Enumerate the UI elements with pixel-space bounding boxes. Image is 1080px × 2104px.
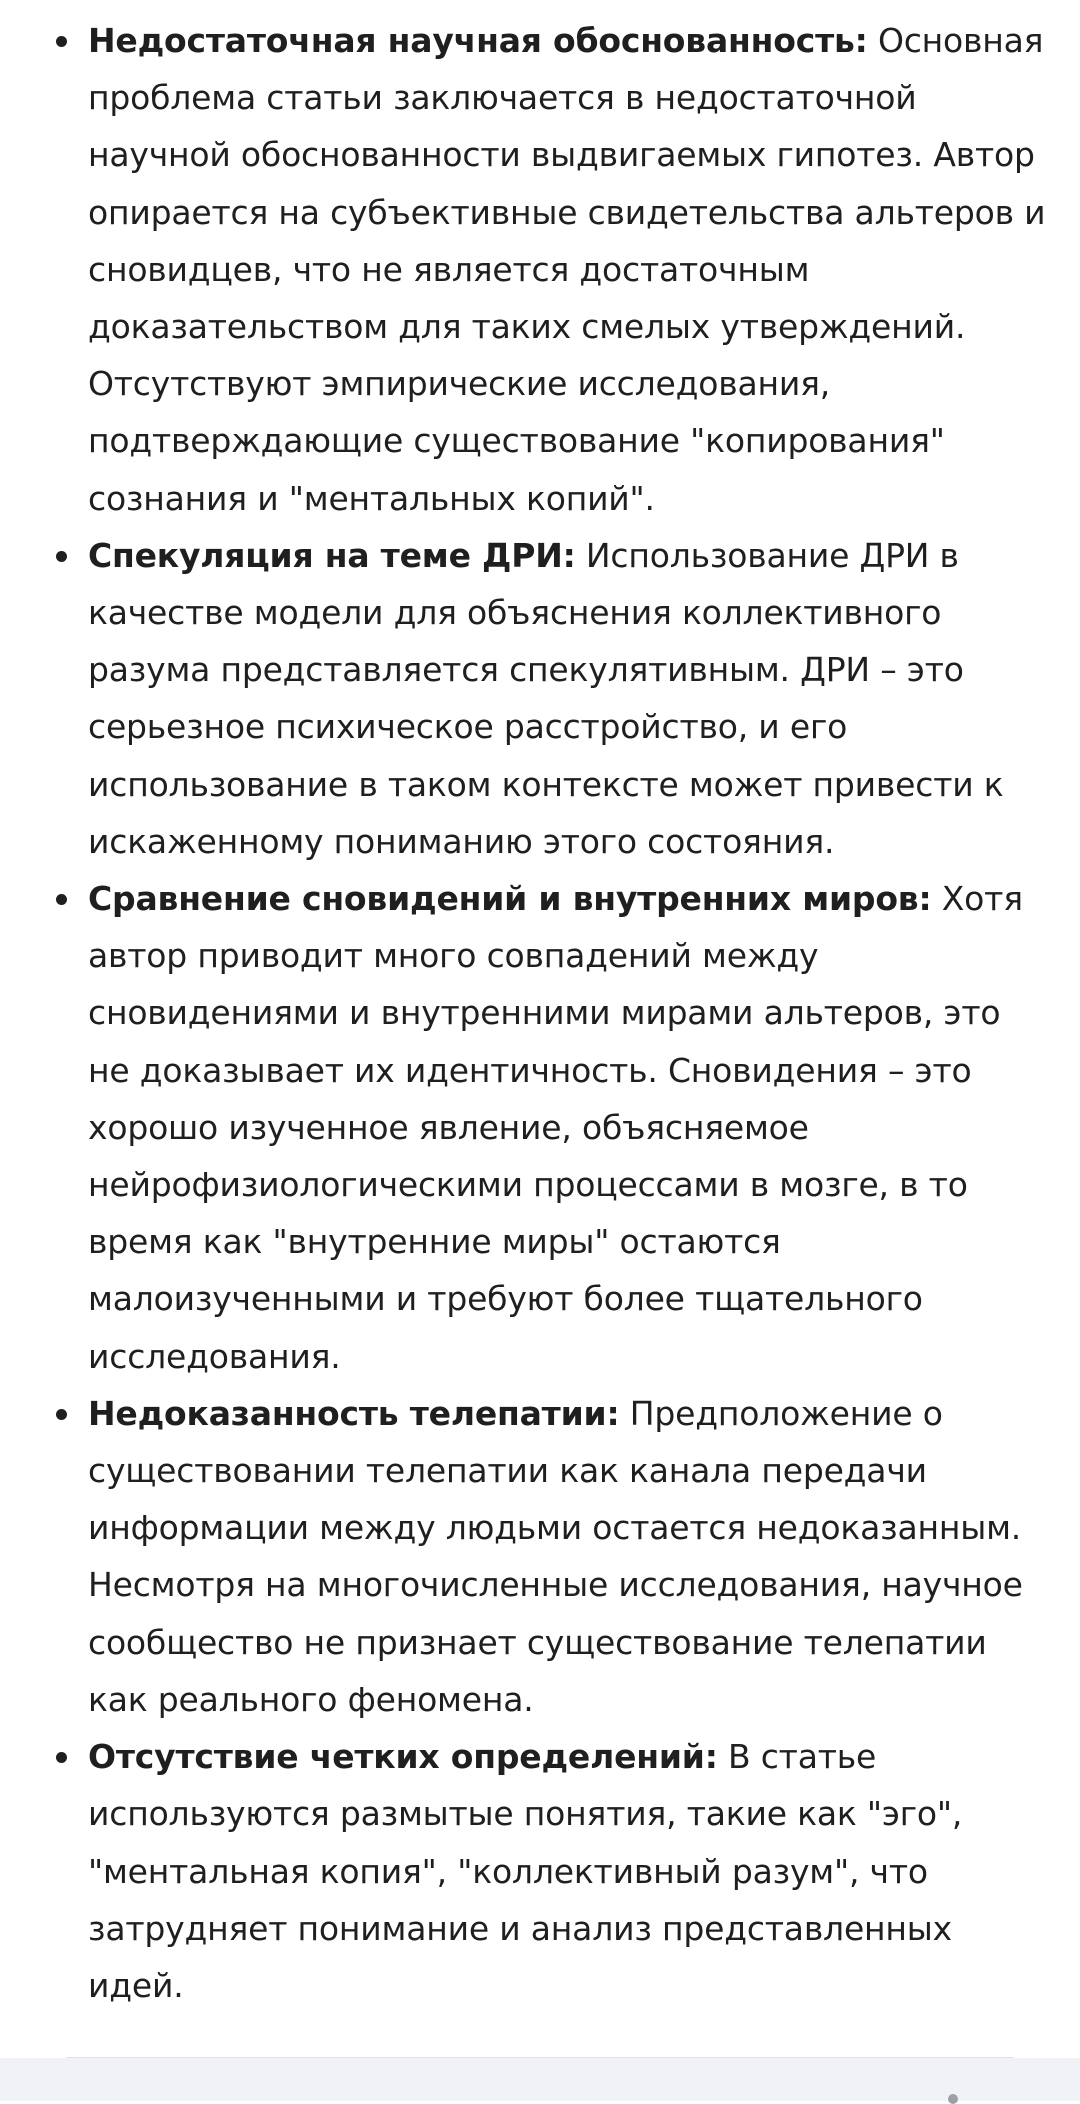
point-title: Недоказанность телепатии:	[88, 1393, 620, 1433]
point-title: Отсутствие четких определений:	[88, 1737, 718, 1777]
list-item	[88, 527, 1048, 870]
point-text: Хотя автор приводит много совпадений между сновидениями и внутренними мирами альтеров, это не доказывает их идентичность. Сновидения – это хорошо изученное явление, объясняемое нейрофизиологическими процессами в мозге, в то время как "внутренние миры" остаются малоизученными и требуют более тщательного исследования.	[88, 879, 1023, 1376]
list-item	[88, 870, 1048, 1385]
point-title: Спекуляция на теме ДРИ:	[88, 535, 576, 575]
point-text: Предположение о существовании телепатии как канала передачи информации между людьми остается недоказанным. Несмотря на многочисленные исследования, научное сообщество не признает существование телепатии как реального феномена.	[88, 1393, 1023, 1719]
list-item	[88, 12, 1048, 527]
bullet-icon	[56, 894, 67, 905]
scroll-handle-icon[interactable]	[948, 2094, 958, 2104]
bullet-icon	[56, 1409, 67, 1420]
bullet-icon	[56, 551, 67, 562]
bullet-icon	[56, 36, 67, 47]
bullet-icon	[56, 1752, 67, 1763]
bottom-bar	[0, 2058, 1080, 2101]
point-title: Недостаточная научная обоснованность:	[88, 21, 868, 60]
list-item	[88, 1728, 1048, 2014]
point-title: Сравнение сновидений и внутренних миров:	[88, 879, 932, 919]
list-item	[88, 1385, 1048, 1728]
point-text: Использование ДРИ в качестве модели для объяснения коллективного разума представляется спекулятивным. ДРИ – это серьезное психическое расстройство, и его использование в таком контексте может привести к искаженному пониманию этого состояния.	[88, 535, 1004, 861]
point-text: Основная проблема статьи заключается в недостаточной научной обоснованности выдвигаемых гипотез. Автор опирается на субъективные свидетельства альтеров и сновидцев, что не является достаточным доказательством для таких смелых утверждений. Отсутствуют эмпирические исследования, подтверждающие существование "копирования" сознания и "ментальных копий".	[88, 21, 1046, 518]
criticism-list	[0, 12, 1048, 2014]
point-text: В статье используются размытые понятия, такие как "эго", "ментальная копия", "коллективный разум", что затрудняет понимание и анализ представленных идей.	[88, 1737, 963, 2005]
article-content	[0, 12, 1080, 2014]
